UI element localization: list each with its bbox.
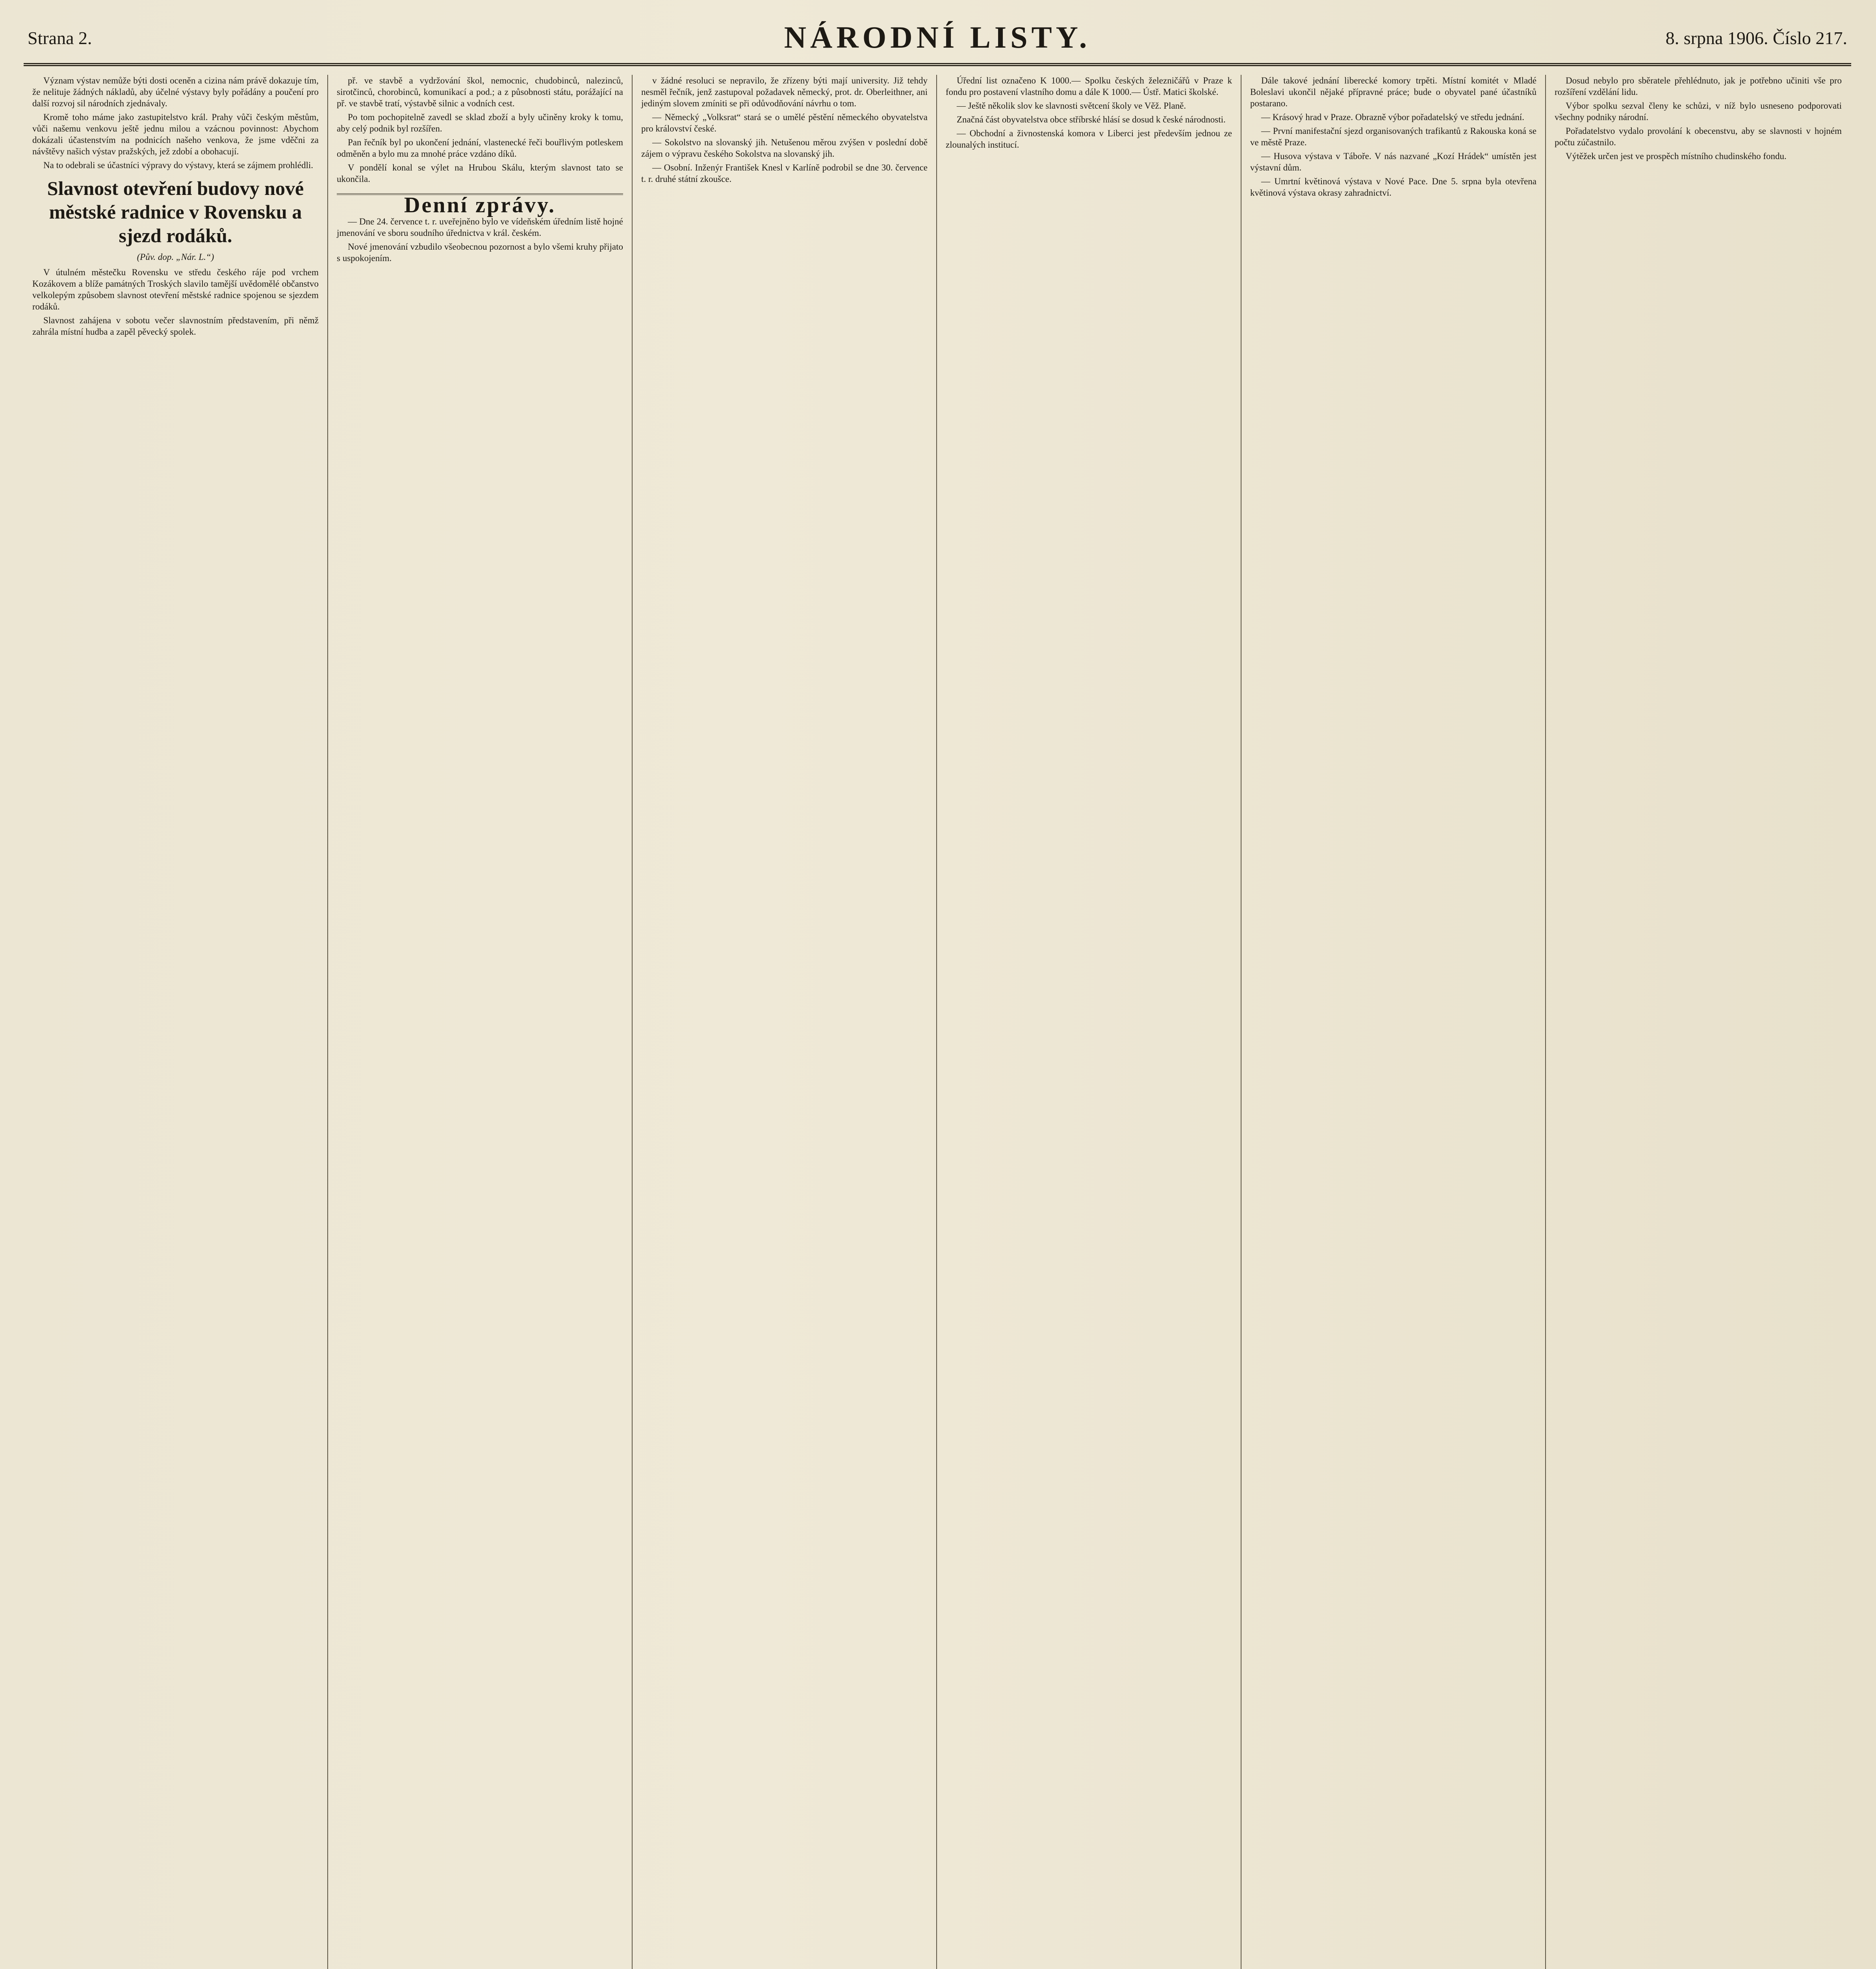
- article-headline: Slavnost otevření budovy nové městské radnice v Rovensku a sjezd rodáků.: [47, 177, 304, 247]
- article-paragraph: — Německý „Volksrat“ stará se o umělé pěstění německého obyvatelstva pro království české.: [641, 112, 928, 133]
- article-paragraph: — První manifestační sjezd organisovaných trafikantů z Rakouska koná se ve městě Praze.: [1250, 126, 1536, 147]
- article-columns: [24, 75, 1851, 1969]
- column-6: [1546, 75, 1850, 1969]
- column-2: [328, 75, 633, 1969]
- column-5: [1241, 75, 1546, 1969]
- article-paragraph: Kromě toho máme jako zastupitelstvo král. Prahy vůči českým městům, vůči našemu venkovu ještě jednu milou a vzácnou povinnost: Abychom dokázali účastenstvím na podnicích našeho venkova, že jsme vděčni za návštěvy našich výstav pražských, jež zdobí a obohacují.: [32, 112, 319, 156]
- article-paragraph: — Sokolstvo na slovanský jih. Netušenou měrou zvýšen v poslední době zájem o výpravu českého Sokolstva na slovanský jih.: [641, 137, 928, 159]
- masthead: [24, 20, 1851, 66]
- article-paragraph: — Umrtní květinová výstava v Nové Pace. Dne 5. srpna byla otevřena květinová výstava okrasy zahradnictví.: [1250, 176, 1536, 198]
- article-paragraph: — Dne 24. července t. r. uveřejněno bylo ve vídeňském úředním listě hojné jmenování ve sboru soudního úřednictva v král. českém.: [337, 217, 623, 238]
- article-paragraph: Pan řečník byl po ukončení jednání, vlastenecké řeči bouřlivým potleskem odměněn a bylo mu za mnohé práce vzdáno díků.: [337, 137, 623, 159]
- article-paragraph: v žádné resoluci se nepravilo, že zřízeny býti mají university. Již tehdy nesměl řečník, jenž zastupoval požadavek německý, prot. dr. Oberleithner, ani jediným slovem zmíniti se při odůvodňování návrhu o tom.: [641, 76, 928, 108]
- column-4: [937, 75, 1241, 1969]
- page-number: Strana 2.: [28, 28, 92, 48]
- article-paragraph: — Obchodní a živnostenská komora v Liberci jest především jednou ze zlounalých institucí.: [946, 128, 1232, 150]
- article-paragraph: Dosud nebylo pro sběratele přehlédnuto, jak je potřebno učiniti vše pro rozšíření vzdělání lidu.: [1555, 76, 1842, 97]
- article-paragraph: — Krásový hrad v Praze. Obrazně výbor pořadatelský ve středu jednání.: [1261, 112, 1525, 122]
- article-paragraph: Výbor spolku sezval členy ke schůzi, v níž bylo usneseno podporovati všechny podniky národní.: [1555, 101, 1842, 122]
- article-paragraph: Dále takové jednání liberecké komory trpěti. Místní komitét v Mladé Boleslavi ukončil nějaké přípravné práce; bude o obyvatel pané účastníků postarano.: [1250, 76, 1536, 108]
- article-paragraph: Význam výstav nemůže býti dosti oceněn a cizina nám právě dokazuje tím, že nelituje žádných nákladů, aby účelné výstavy byly pořádány a poučení pro další rozvoj sil národních zjednávaly.: [32, 76, 319, 108]
- article-paragraph: Nové jmenování vzbudilo všeobecnou pozornost a bylo všemi kruhy přijato s uspokojením.: [337, 242, 623, 263]
- column-3: [633, 75, 937, 1969]
- article-paragraph: — Husova výstava v Táboře. V nás nazvané „Kozí Hrádek“ umístěn jest výstavní dům.: [1250, 151, 1536, 172]
- article-paragraph: Značná část obyvatelstva obce stříbrské hlásí se dosud k české národnosti.: [957, 115, 1226, 124]
- article-paragraph: — Ještě několik slov ke slavnosti světcení školy ve Věž. Planě.: [957, 101, 1186, 111]
- section-title: Denní zprávy.: [337, 193, 623, 211]
- article-paragraph: — Osobní. Inženýr František Knesl v Karlíně podrobil se dne 30. července t. r. druhé státní zkoušce.: [641, 163, 928, 184]
- article-paragraph: Výtěžek určen jest ve prospěch místního chudinského fondu.: [1566, 151, 1787, 161]
- column-1: [24, 75, 328, 1969]
- article-paragraph: př. ve stavbě a vydržování škol, nemocnic, chudobinců, nalezinců, sirotčinců, chorobinců, komunikací a pod.; a z působnosti státu, porážající na př. ve stavbě tratí, výstavbě silnic a vodních cest.: [337, 76, 623, 108]
- article-paragraph: V útulném městečku Rovensku ve středu českého ráje pod vrchem Kozákovem a blíže památných Troských slavilo tamější uvědomělé občanstvo velkolepým způsobem slavnost otevření městské radnice spojenou se sjezdem rodáků.: [32, 267, 319, 311]
- newspaper-title: NÁRODNÍ LISTY.: [784, 20, 1091, 54]
- article-byline: (Pův. dop. „Nár. L.“): [137, 252, 214, 262]
- article-paragraph: Po tom pochopitelně zavedl se sklad zboží a byly učiněny kroky k tomu, aby celý podnik byl rozšířen.: [337, 112, 623, 133]
- article-paragraph: Na to odebrali se účastníci výpravy do výstavy, která se zájmem prohlédli.: [43, 160, 314, 170]
- article-paragraph: Slavnost zahájena v sobotu večer slavnostním představením, při němž zahrála místní hudba a zapěl pěvecký spolek.: [32, 315, 319, 337]
- article-paragraph: Pořadatelstvo vydalo provolání k obecenstvu, aby se slavnosti v hojném počtu zúčastnilo.: [1555, 126, 1842, 147]
- article-paragraph: Úřední list označeno K 1000.— Spolku českých železničářů v Praze k fondu pro postavení vlastního domu a dále K 1000.— Ústř. Matici školské.: [946, 76, 1232, 97]
- issue-date: 8. srpna 1906. Číslo 217.: [1665, 28, 1847, 48]
- article-paragraph: V pondělí konal se výlet na Hrubou Skálu, kterým slavnost tato se ukončila.: [337, 163, 623, 184]
